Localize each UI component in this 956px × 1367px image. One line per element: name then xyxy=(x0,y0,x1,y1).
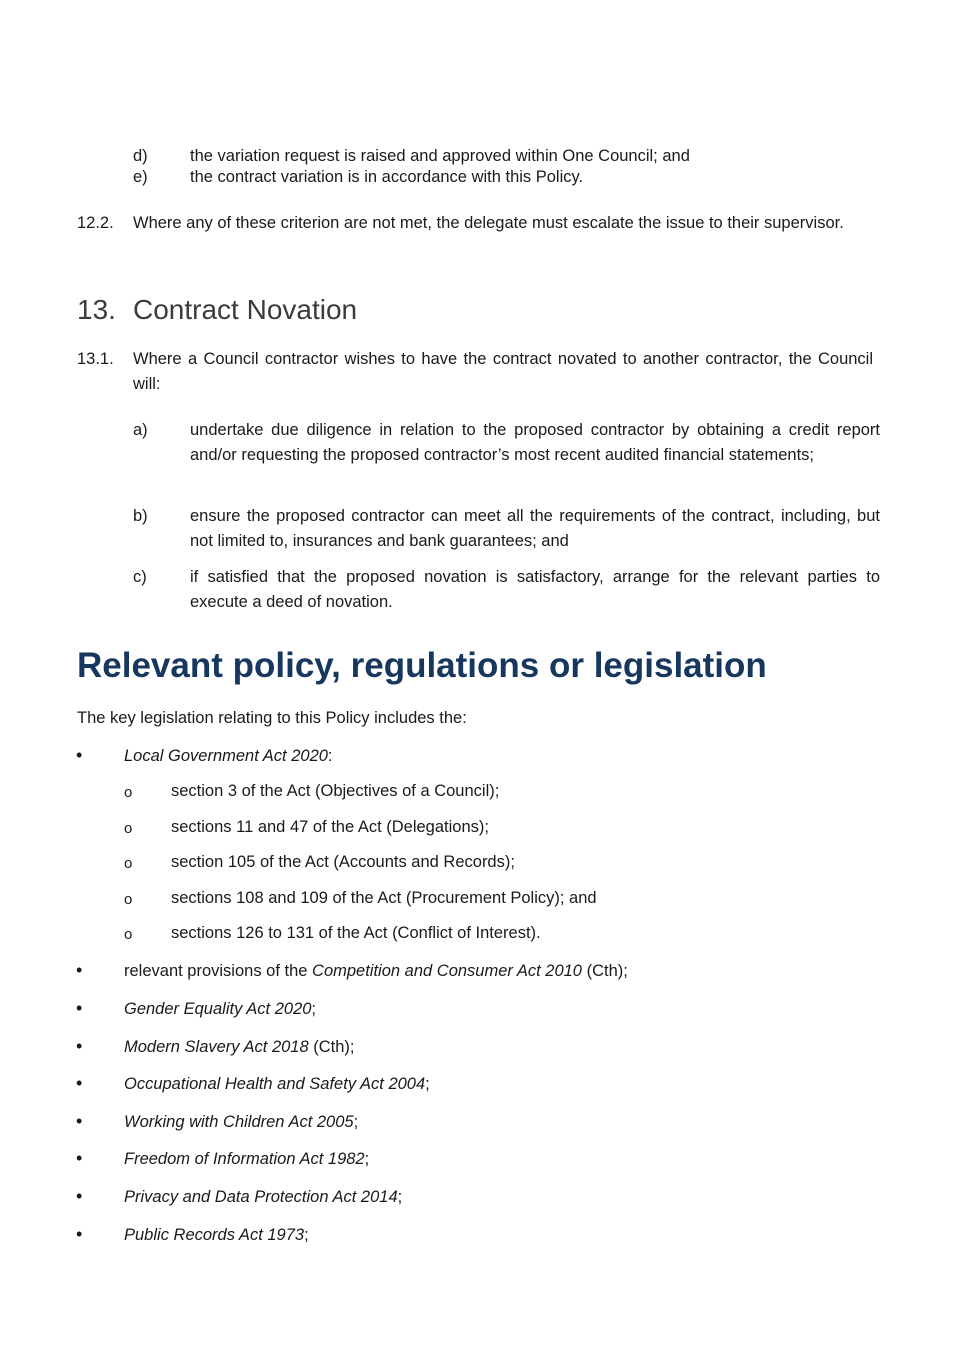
bullet-glyph: • xyxy=(76,960,83,980)
bullet-glyph: • xyxy=(76,1036,83,1056)
sub-bullet-glyph: o xyxy=(124,891,133,908)
clause-number-13-1: 13.1. xyxy=(77,350,114,368)
clause-number-12-2: 12.2. xyxy=(77,214,114,232)
sub-bullet-glyph: o xyxy=(124,855,133,872)
list-item-text-a: undertake due diligence in relation to the proposed contractor by obtaining a credit report and/or requesting the proposed contractor’s most recent audited financial statements; xyxy=(190,421,880,464)
act-suffix: (Cth); xyxy=(582,962,628,980)
list-item-label-e: e) xyxy=(133,168,148,186)
list-item-text-e: the contract variation is in accordance with this Policy. xyxy=(190,168,584,186)
list-item-label-d: d) xyxy=(133,147,148,165)
act-suffix: ; xyxy=(397,1188,403,1206)
list-item-act xyxy=(124,1038,355,1057)
list-item-label-c: c) xyxy=(133,568,147,586)
bullet-glyph: • xyxy=(76,998,83,1018)
section-heading-relevant: Relevant policy, regulations or legislation xyxy=(77,646,767,685)
sub-bullet-glyph: o xyxy=(124,820,133,837)
list-item-act xyxy=(124,1226,309,1245)
bullet-glyph: • xyxy=(76,1224,83,1244)
act-name: Local Government Act 2020 xyxy=(124,747,328,765)
act-suffix: (Cth); xyxy=(308,1038,355,1056)
act-suffix: ; xyxy=(364,1150,370,1168)
act-suffix: ; xyxy=(311,1000,317,1018)
act-name: Privacy and Data Protection Act 2014 xyxy=(124,1188,398,1206)
list-item-lga xyxy=(124,747,333,766)
act-suffix: ; xyxy=(425,1075,430,1093)
act-suffix: ; xyxy=(353,1113,359,1131)
sub-item-4: sections 108 and 109 of the Act (Procurement Policy); and xyxy=(171,889,597,907)
clause-text-12-2: Where any of these criterion are not met, the delegate must escalate the issue to their supervisor. xyxy=(133,214,844,232)
bullet-glyph: • xyxy=(76,745,83,765)
section-title-13: Contract Novation xyxy=(133,294,358,325)
sub-item-3: section 105 of the Act (Accounts and Records); xyxy=(171,853,515,871)
list-item-act xyxy=(124,1150,369,1169)
bullet-glyph: • xyxy=(76,1073,83,1093)
intro-text: The key legislation relating to this Policy includes the: xyxy=(77,709,467,727)
bullet-glyph: • xyxy=(76,1111,83,1131)
list-item-text-b: ensure the proposed contractor can meet all the requirements of the contract, including, but not limited to, insurances and bank guarantees; and xyxy=(190,507,880,550)
item-prefix: relevant provisions of the xyxy=(124,962,313,980)
act-name: Occupational Health and Safety Act 2004 xyxy=(124,1075,426,1093)
section-number-13: 13. xyxy=(77,294,116,325)
bullet-glyph: • xyxy=(76,1148,83,1168)
act-name: Competition and Consumer Act 2010 xyxy=(312,962,582,980)
act-name: Public Records Act 1973 xyxy=(124,1226,305,1244)
act-name: Freedom of Information Act 1982 xyxy=(124,1150,365,1168)
clause-text-13-1: Where a Council contractor wishes to have the contract novated to another contractor, the Council will: xyxy=(133,350,873,393)
sub-bullet-glyph: o xyxy=(124,926,133,943)
list-item-act xyxy=(124,1188,402,1207)
list-item-act xyxy=(124,1113,358,1132)
list-item-text-d: the variation request is raised and approved within One Council; and xyxy=(190,147,690,165)
act-suffix: : xyxy=(327,747,333,765)
list-item-text-c: if satisfied that the proposed novation is satisfactory, arrange for the relevant parties to execute a deed of novation. xyxy=(190,568,880,611)
list-item-act xyxy=(124,1000,316,1019)
act-suffix: ; xyxy=(304,1226,309,1244)
list-item-competition xyxy=(124,962,628,981)
sub-item-5: sections 126 to 131 of the Act (Conflict of Interest). xyxy=(171,924,541,942)
sub-item-2: sections 11 and 47 of the Act (Delegations); xyxy=(171,818,489,836)
act-name: Working with Children Act 2005 xyxy=(124,1113,354,1131)
act-name: Gender Equality Act 2020 xyxy=(124,1000,312,1018)
list-item-act xyxy=(124,1075,430,1094)
list-item-label-a: a) xyxy=(133,421,148,439)
list-item-label-b: b) xyxy=(133,507,148,525)
act-name: Modern Slavery Act 2018 xyxy=(124,1038,309,1056)
bullet-glyph: • xyxy=(76,1186,83,1206)
sub-item-1: section 3 of the Act (Objectives of a Council); xyxy=(171,782,500,800)
sub-bullet-glyph: o xyxy=(124,784,133,801)
